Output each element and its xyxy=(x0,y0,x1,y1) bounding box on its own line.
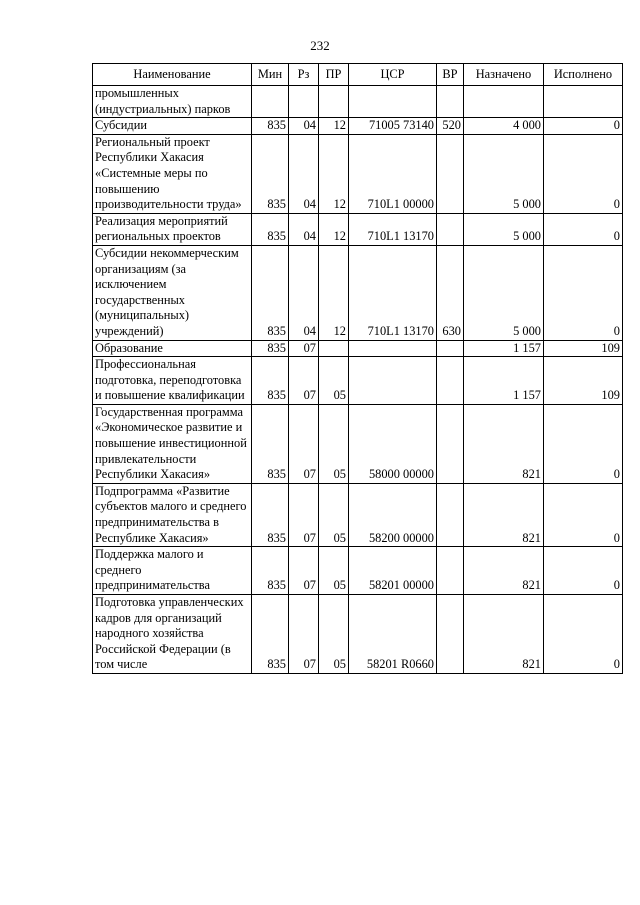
cell-csr: 58000 00000 xyxy=(349,404,437,483)
cell-min: 835 xyxy=(252,483,289,546)
cell-assigned: 5 000 xyxy=(464,213,544,245)
table-row xyxy=(93,245,623,340)
table-row xyxy=(93,86,623,118)
cell-pr: 12 xyxy=(319,134,349,213)
page-number: 232 xyxy=(310,38,330,53)
table-row xyxy=(93,118,623,135)
cell-csr: 710L1 13170 xyxy=(349,213,437,245)
cell-assigned: 821 xyxy=(464,595,544,674)
cell-vr xyxy=(437,547,464,595)
cell-pr: 05 xyxy=(319,547,349,595)
table-row xyxy=(93,404,623,483)
cell-min: 835 xyxy=(252,134,289,213)
cell-executed: 0 xyxy=(544,213,623,245)
table-row xyxy=(93,213,623,245)
cell-rz: 07 xyxy=(289,404,319,483)
cell-csr: 710L1 00000 xyxy=(349,134,437,213)
cell-rz: 07 xyxy=(289,340,319,357)
cell-executed: 0 xyxy=(544,404,623,483)
cell-vr xyxy=(437,86,464,118)
cell-pr: 12 xyxy=(319,118,349,135)
header-vr: ВР xyxy=(437,64,464,86)
cell-name: Профессиональная подготовка, переподготовка и повышение квалификации xyxy=(93,357,252,405)
table-row xyxy=(93,134,623,213)
cell-executed: 0 xyxy=(544,547,623,595)
cell-csr xyxy=(349,340,437,357)
cell-pr xyxy=(319,86,349,118)
cell-executed: 0 xyxy=(544,483,623,546)
cell-name: Подготовка управленческих кадров для организаций народного хозяйства Российской Федерации (в том числе xyxy=(93,595,252,674)
cell-min: 835 xyxy=(252,340,289,357)
cell-pr xyxy=(319,340,349,357)
cell-vr: 630 xyxy=(437,245,464,340)
cell-rz: 04 xyxy=(289,118,319,135)
cell-vr xyxy=(437,213,464,245)
cell-executed: 109 xyxy=(544,340,623,357)
cell-min: 835 xyxy=(252,547,289,595)
cell-min: 835 xyxy=(252,245,289,340)
cell-assigned: 4 000 xyxy=(464,118,544,135)
cell-csr: 710L1 13170 xyxy=(349,245,437,340)
budget-table xyxy=(92,63,623,674)
cell-name: Реализация мероприятий региональных проектов xyxy=(93,213,252,245)
cell-executed: 0 xyxy=(544,245,623,340)
cell-min: 835 xyxy=(252,595,289,674)
cell-rz: 04 xyxy=(289,213,319,245)
cell-name: Субсидии некоммерческим организациям (за исключением государственных (муниципальных) учреждений) xyxy=(93,245,252,340)
cell-name: Субсидии xyxy=(93,118,252,135)
cell-vr xyxy=(437,483,464,546)
cell-executed: 109 xyxy=(544,357,623,405)
cell-csr: 58201 R0660 xyxy=(349,595,437,674)
cell-name: Подпрограмма «Развитие субъектов малого и среднего предпринимательства в Республике Хакасия» xyxy=(93,483,252,546)
cell-assigned: 821 xyxy=(464,483,544,546)
header-csr: ЦСР xyxy=(349,64,437,86)
cell-vr xyxy=(437,134,464,213)
cell-assigned: 5 000 xyxy=(464,245,544,340)
cell-name: Региональный проект Республики Хакасия «Системные меры по повышению производительности труда» xyxy=(93,134,252,213)
cell-csr: 58200 00000 xyxy=(349,483,437,546)
cell-min: 835 xyxy=(252,213,289,245)
cell-name: Образование xyxy=(93,340,252,357)
cell-vr xyxy=(437,340,464,357)
cell-pr: 12 xyxy=(319,213,349,245)
cell-min xyxy=(252,86,289,118)
cell-rz: 07 xyxy=(289,483,319,546)
header-row xyxy=(93,64,623,86)
header-name: Наименование xyxy=(93,64,252,86)
cell-name: Поддержка малого и среднего предпринимательства xyxy=(93,547,252,595)
table-row xyxy=(93,357,623,405)
cell-min: 835 xyxy=(252,118,289,135)
table-row xyxy=(93,547,623,595)
cell-rz: 07 xyxy=(289,357,319,405)
cell-rz xyxy=(289,86,319,118)
header-pr: ПР xyxy=(319,64,349,86)
cell-assigned: 1 157 xyxy=(464,340,544,357)
cell-assigned: 1 157 xyxy=(464,357,544,405)
header-executed: Исполнено xyxy=(544,64,623,86)
cell-csr: 58201 00000 xyxy=(349,547,437,595)
cell-pr: 05 xyxy=(319,404,349,483)
cell-executed: 0 xyxy=(544,595,623,674)
cell-rz: 07 xyxy=(289,547,319,595)
cell-csr xyxy=(349,86,437,118)
cell-vr: 520 xyxy=(437,118,464,135)
table-row xyxy=(93,595,623,674)
header-min: Мин xyxy=(252,64,289,86)
cell-assigned: 821 xyxy=(464,547,544,595)
cell-vr xyxy=(437,404,464,483)
cell-vr xyxy=(437,357,464,405)
cell-executed xyxy=(544,86,623,118)
cell-executed: 0 xyxy=(544,134,623,213)
cell-assigned: 5 000 xyxy=(464,134,544,213)
cell-name: промышленных (индустриальных) парков xyxy=(93,86,252,118)
cell-vr xyxy=(437,595,464,674)
cell-pr: 12 xyxy=(319,245,349,340)
cell-min: 835 xyxy=(252,357,289,405)
table-row xyxy=(93,340,623,357)
cell-assigned: 821 xyxy=(464,404,544,483)
cell-csr: 71005 73140 xyxy=(349,118,437,135)
table-row xyxy=(93,483,623,546)
cell-min: 835 xyxy=(252,404,289,483)
cell-csr xyxy=(349,357,437,405)
header-assigned: Назначено xyxy=(464,64,544,86)
cell-executed: 0 xyxy=(544,118,623,135)
cell-rz: 04 xyxy=(289,245,319,340)
cell-rz: 04 xyxy=(289,134,319,213)
cell-pr: 05 xyxy=(319,595,349,674)
cell-rz: 07 xyxy=(289,595,319,674)
cell-name: Государственная программа «Экономическое развитие и повышение инвестиционной привлекательности Республики Хакасия» xyxy=(93,404,252,483)
header-rz: Рз xyxy=(289,64,319,86)
cell-pr: 05 xyxy=(319,357,349,405)
cell-pr: 05 xyxy=(319,483,349,546)
cell-assigned xyxy=(464,86,544,118)
